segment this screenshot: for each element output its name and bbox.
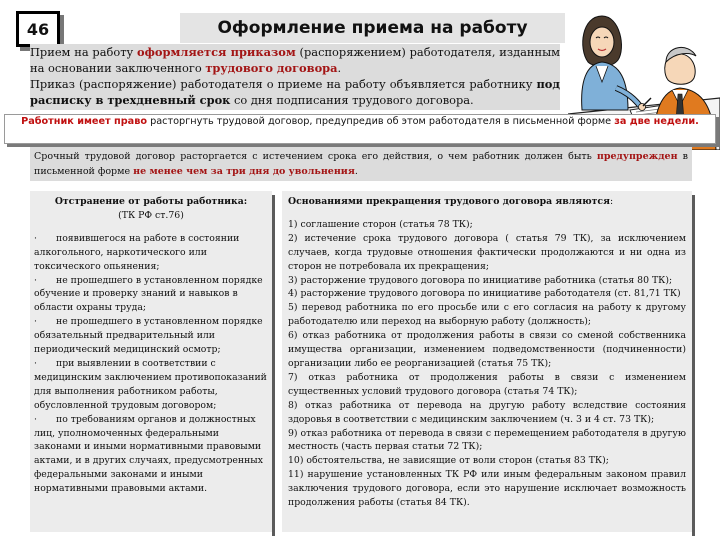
list-item: · при выявлении в соответствии с медицинским заключением противопоказаний для выполнения работником работы, обусловленной трудовым договором; (34, 357, 267, 411)
list-item: 3) расторжение трудового договора по инициативе работника (статья 80 ТК); (288, 274, 673, 286)
suspension-column (30, 191, 272, 532)
page-title: Оформление приема на работу (217, 18, 528, 38)
suspension-subtitle: (ТК РФ ст.76) (118, 209, 184, 221)
list-item: 4) расторжение трудового договора по инициативе работодателя (ст. 81,71 ТК) (288, 288, 681, 300)
intro-text (30, 44, 560, 110)
employee-right-notice: Работник имеет право расторгнуть трудовой договор, предупредив об этом работодателя в письменной форме за две недели. (4, 114, 716, 144)
list-item: · не прошедшего в установленном порядке обучение и проверку знаний и навыков в области охраны труда; (34, 274, 263, 314)
left-column-shadow (272, 195, 275, 536)
notice-emphasis-right: Работник имеет право (21, 116, 147, 127)
emphasis-warned: предупрежден (596, 151, 678, 162)
emphasis-order: оформляется приказом (137, 45, 296, 59)
list-item: 2) истечение срока трудового договора ( статья 79 ТК), за исключением случаев, когда трудовые отношения фактически продолжаются и ни одна из сторон не потребовала их прекращения; (288, 232, 686, 272)
intro-paragraph-1: Прием на работу оформляется приказом (распоряжением) работодателя, изданным на основании заключенного трудового договора. (30, 45, 560, 75)
fixed-term-contract-note: Срочный трудовой договор расторгается с истечением срока его действия, о чем работник должен быть предупрежден в письменной форме не менее чем за три дня до увольнения. (30, 147, 692, 181)
suspension-title: Отстранение от работы работника: (54, 196, 248, 207)
notice-emphasis-two-weeks: за две недели. (614, 116, 699, 127)
list-item: 7) отказ работника от продолжения работы в связи с изменением существенных условий трудового договора (статья 74 ТК); (288, 371, 686, 397)
emphasis-contract: трудового договора (205, 61, 338, 75)
termination-grounds-column (282, 191, 692, 532)
slide-number: 46 (16, 11, 60, 47)
emphasis-three-days-before: не менее чем за три дня до увольнения (133, 166, 355, 177)
list-item: 9) отказ работника от перевода в связи с перемещением работодателя в другую местность (часть первая статьи 72 ТК); (288, 427, 686, 453)
right-column-shadow (692, 195, 695, 536)
list-item: 6) отказ работника от продолжения работы в связи со сменой собственника имущества организации, изменением подведомственности (подчиненности) организации либо ее реорганизацией (статья 75 ТК); (288, 330, 686, 369)
list-item: 1) соглашение сторон (статья 78 ТК); (288, 218, 473, 230)
emphasis-three-days: под расписку в трехдневный срок (30, 77, 560, 107)
intro-paragraph-2: Приказ (распоряжение) работодателя о приеме на работу объявляется работнику под расписку в трехдневный срок со дня подписания трудового договора. (30, 77, 560, 107)
list-item: · по требованиям органов и должностных лиц, уполномоченных федеральными законами и иными нормативными правовыми актами, и в других случаях, предусмотренных федеральными законами и иными нормативными правовыми актами. (34, 413, 263, 495)
list-item: 10) обстоятельства, не зависящие от воли сторон (статья 83 ТК); (288, 455, 609, 467)
list-item: 5) перевод работника по его просьбе или с его согласия на работу к другому работодателю или переход на выборную работу (должность); (288, 302, 686, 328)
list-item: · появившегося на работе в состоянии алкогольного, наркотического или токсического опьянения; (34, 232, 240, 272)
list-item: 11) нарушение установленных ТК РФ или иным федеральным законом правил заключения трудового договора, если это нарушение исключает возможность продолжения работы (статья 84 ТК). (288, 469, 686, 509)
list-item: 8) отказ работника от перевода на другую работу вследствие состояния здоровья в соответствии с медицинским заключением (ч. 3 и 4 ст. 73 ТК); (288, 399, 686, 425)
page-title-band (180, 13, 565, 43)
list-item: · не прошедшего в установленном порядке обязательный предварительный или периодический медицинский осмотр; (34, 316, 263, 356)
termination-title: Основаниями прекращения трудового договора являются: (288, 196, 614, 207)
